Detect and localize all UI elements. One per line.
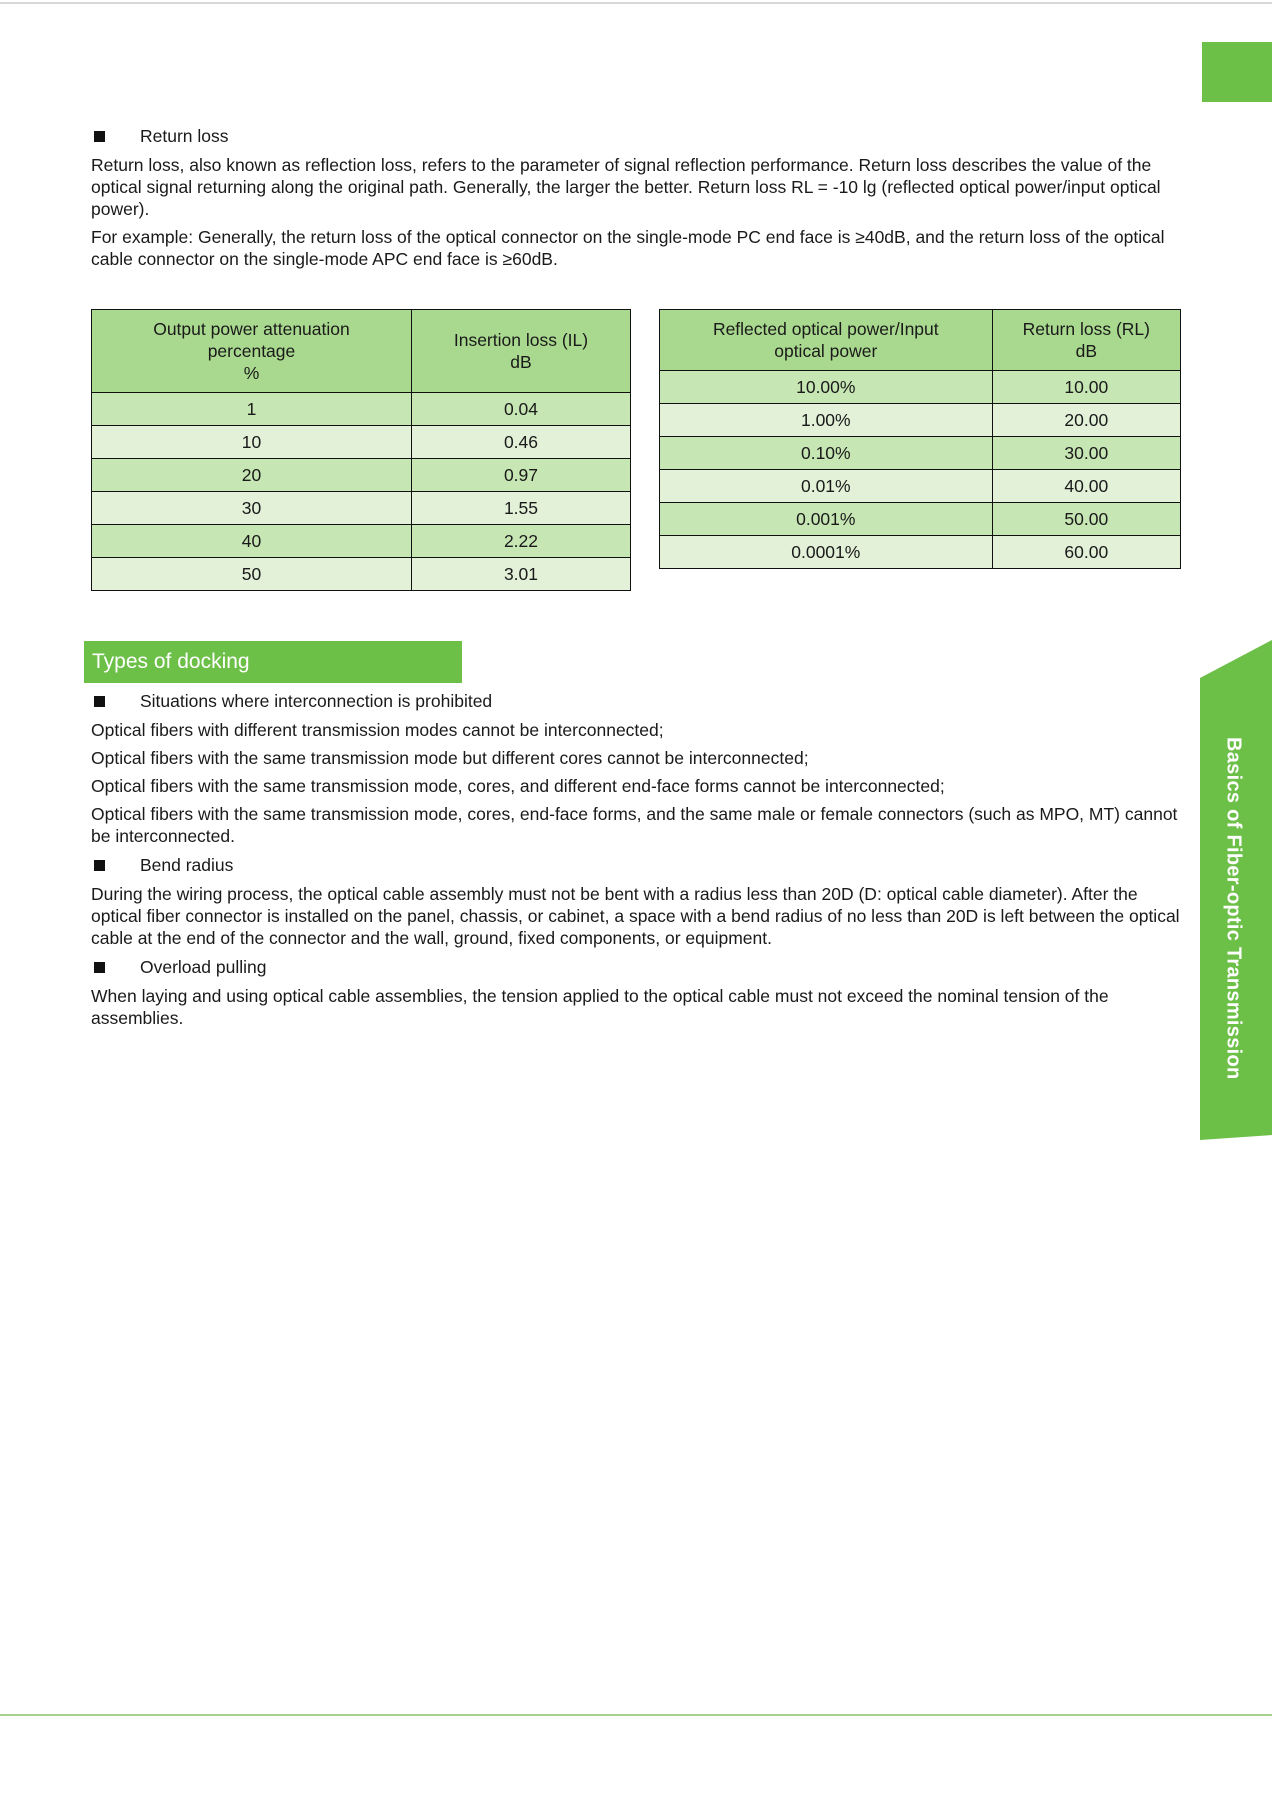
side-tab-label: Basics of Fiber-optic Transmission xyxy=(1222,736,1245,1080)
table-row: 20 0.97 xyxy=(92,459,631,492)
bottom-rule xyxy=(0,1714,1272,1716)
return-loss-table xyxy=(659,309,1181,569)
header-attenuation: Output power attenuation percentage % xyxy=(92,310,412,393)
return-loss-paragraph: Return loss, also known as reflection loss, refers to the parameter of signal reflection performance. Return loss describes the value of the optical signal returning along the original path. Generally, the larger the better. Return loss RL = -10 lg (reflected optical power/input optical power). xyxy=(91,155,1161,219)
overload-paragraph: When laying and using optical cable assemblies, the tension applied to the optical cable must not exceed the nominal tension of the assemblies. xyxy=(91,986,1109,1028)
heading-text: Return loss xyxy=(140,126,229,146)
tables-row xyxy=(91,309,1191,639)
heading-text: Bend radius xyxy=(140,855,234,875)
rule-item: Optical fibers with different transmission modes cannot be interconnected; xyxy=(91,720,664,740)
rule-item: Optical fibers with the same transmission mode but different cores cannot be interconnected; xyxy=(91,748,809,768)
bullet-square-icon xyxy=(94,962,105,973)
section-title-docking: Types of docking xyxy=(84,641,462,683)
table-row: 0.01% 40.00 xyxy=(660,470,1181,503)
table-row: 10.00% 10.00 xyxy=(660,371,1181,404)
table-row: 10 0.46 xyxy=(92,426,631,459)
header-return-loss: Return loss (RL) dB xyxy=(992,310,1180,371)
table-row: 1 0.04 xyxy=(92,393,631,426)
header-insertion-loss: Insertion loss (IL) dB xyxy=(411,310,630,393)
bullet-square-icon xyxy=(94,131,105,142)
return-loss-heading xyxy=(91,124,1191,148)
bullet-square-icon xyxy=(94,860,105,871)
table-header xyxy=(660,310,1181,371)
bend-radius-heading xyxy=(91,853,1191,877)
insertion-loss-table xyxy=(91,309,631,591)
return-loss-example: For example: Generally, the return loss of the optical connector on the single-mode PC end face is ≥40dB, and the return loss of the optical cable connector on the single-mode APC end face is ≥60dB. xyxy=(91,227,1165,269)
page-content xyxy=(91,124,1191,1029)
overload-heading xyxy=(91,955,1191,979)
corner-tab xyxy=(1202,42,1272,102)
table-row: 30 1.55 xyxy=(92,492,631,525)
rule-item: Optical fibers with the same transmission mode, cores, and different end-face forms cannot be interconnected; xyxy=(91,776,945,796)
heading-text: Overload pulling xyxy=(140,957,267,977)
table-row: 0.001% 50.00 xyxy=(660,503,1181,536)
table-row: 1.00% 20.00 xyxy=(660,404,1181,437)
table-row: 50 3.01 xyxy=(92,558,631,591)
bullet-square-icon xyxy=(94,696,105,707)
header-reflected-ratio: Reflected optical power/Input optical power xyxy=(660,310,993,371)
prohibited-heading xyxy=(91,689,1191,713)
table-row: 0.0001% 60.00 xyxy=(660,536,1181,569)
bend-radius-paragraph: During the wiring process, the optical cable assembly must not be bent with a radius less than 20D (D: optical cable diameter). After the optical fiber connector is installed on the panel, chassis, or cabinet, a space with a bend radius of no less than 20D is left between the optical cable at the end of the connector and the wall, ground, fixed components, or equipment. xyxy=(91,884,1180,948)
rule-item: Optical fibers with the same transmission mode, cores, end-face forms, and the same male or female connectors (such as MPO, MT) cannot be interconnected. xyxy=(91,804,1178,846)
table-row: 40 2.22 xyxy=(92,525,631,558)
table-row: 0.10% 30.00 xyxy=(660,437,1181,470)
table-header xyxy=(92,310,631,393)
heading-text: Situations where interconnection is prohibited xyxy=(140,691,493,711)
top-rule xyxy=(0,2,1272,4)
